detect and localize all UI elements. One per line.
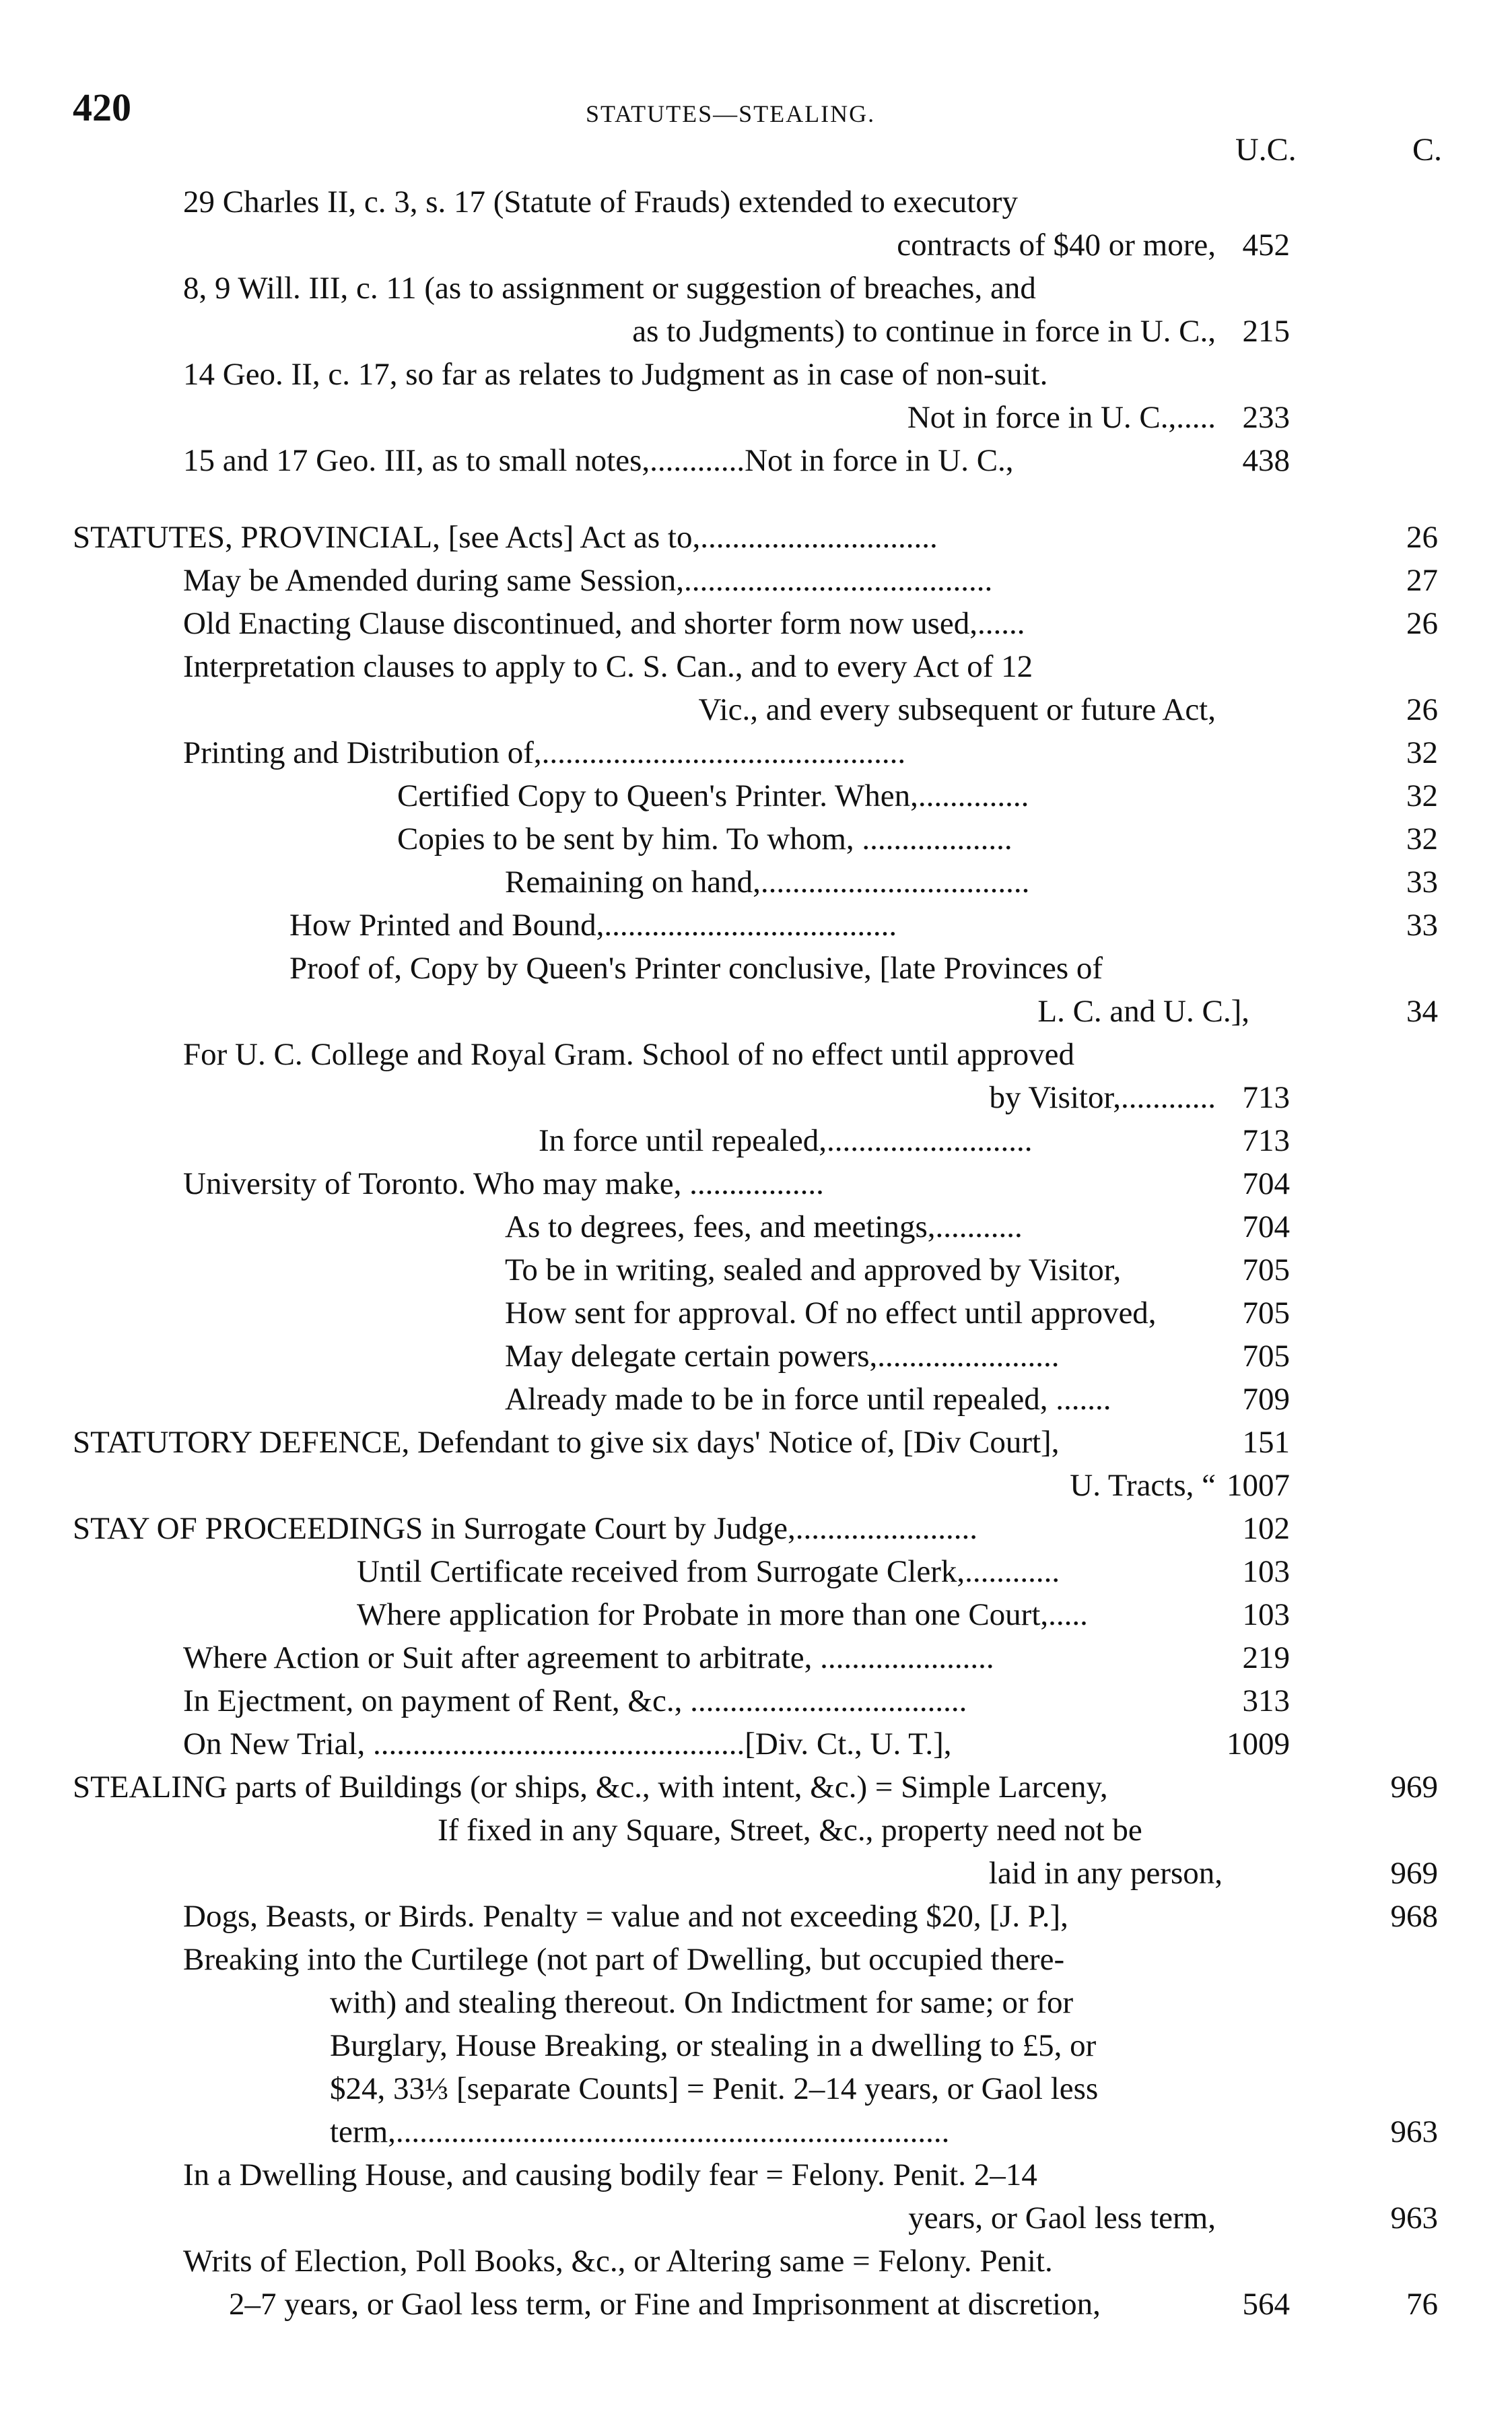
entry-text: If fixed in any Square, Street, &c., property need not be [438,1813,1142,1848]
entry-text: How Printed and Bound,..................................... [289,908,897,943]
c-page-ref: 33 [1406,908,1438,943]
uc-page-ref: 705 [1242,1339,1290,1374]
index-line [0,180,1512,224]
index-line [0,947,1512,990]
entry-text: In force until repealed,.......................... [539,1123,1033,1158]
entry-text: Certified Copy to Queen's Printer. When,.............. [397,778,1029,813]
index-line [0,310,1512,353]
index-line [0,774,1512,817]
index-line [0,990,1512,1033]
entry-text: term,...................................................................... [330,2114,950,2149]
uc-page-ref: 452 [1242,228,1290,263]
uc-page-ref: 103 [1242,1554,1290,1589]
uc-page-ref: 219 [1242,1640,1290,1675]
index-line [0,1162,1512,1205]
index-line [0,2024,1512,2067]
index-line [0,1248,1512,1291]
entry-text: Old Enacting Clause discontinued, and shorter form now used,...... [183,606,1025,641]
entry-text: Already made to be in force until repealed, ....... [505,1382,1111,1417]
entry-heading: STATUTES, PROVINCIAL, [see Acts] Act as to,.............................. [73,520,938,555]
index-line [0,1033,1512,1076]
index-line [0,2067,1512,2110]
uc-page-ref: 233 [1242,400,1290,435]
index-line [0,2283,1512,2326]
index-line [0,1464,1512,1507]
entry-text: Burglary, House Breaking, or stealing in a dwelling to £5, or [330,2028,1097,2063]
index-line [0,1205,1512,1248]
uc-page-ref: 704 [1242,1209,1290,1244]
uc-page-ref: 564 [1242,2287,1290,2322]
index-line [0,1593,1512,1636]
entry-text: As to degrees, fees, and meetings,........... [505,1209,1023,1244]
entry-text: University of Toronto. Who may make, ................. [183,1166,824,1201]
c-page-ref: 963 [1390,2201,1438,2236]
uc-page-ref: 713 [1242,1080,1290,1115]
index-line [0,1852,1512,1895]
entry-text: Proof of, Copy by Queen's Printer conclusive, [late Provinces of [289,951,1103,986]
entry-text: Copies to be sent by him. To whom, ................... [397,821,1012,857]
entry-text: Dogs, Beasts, or Birds. Penalty = value and not exceeding $20, [J. P.], [183,1899,1068,1934]
entry-text: years, or Gaol less term, [908,2201,1216,2236]
index-line [0,1938,1512,1981]
c-page-ref: 968 [1390,1899,1438,1934]
index-line [0,224,1512,267]
uc-page-ref: 438 [1242,443,1290,478]
index-line [0,396,1512,439]
index-line [0,1119,1512,1162]
uc-page-ref: 102 [1242,1511,1290,1546]
c-page-ref: 32 [1406,821,1438,857]
uc-page-ref: 705 [1242,1296,1290,1331]
index-line [0,1076,1512,1119]
uc-page-ref: 1009 [1227,1726,1290,1761]
entry-text: 29 Charles II, c. 3, s. 17 (Statute of Frauds) extended to executory [183,184,1018,220]
entry-text: by Visitor,............ [989,1080,1216,1115]
column-heading-uc: U.C. [1235,132,1297,168]
c-page-ref: 76 [1406,2287,1438,2322]
index-line [0,2153,1512,2196]
index-line [0,731,1512,774]
entry-text: How sent for approval. Of no effect until approved, [505,1296,1157,1331]
entry-text: 2–7 years, or Gaol less term, or Fine and Imprisonment at discretion, [229,2287,1101,2322]
entry-text: laid in any person, [988,1856,1223,1891]
entry-text: In Ejectment, on payment of Rent, &c., ................................... [183,1683,967,1718]
index-line [0,1291,1512,1335]
index-line [0,2110,1512,2153]
entry-text: Vic., and every subsequent or future Act, [698,692,1216,727]
index-line [0,559,1512,602]
uc-page-ref: 151 [1242,1425,1290,1460]
index-line [0,1550,1512,1593]
column-heading-c: C. [1412,132,1443,168]
c-page-ref: 27 [1406,563,1438,598]
uc-page-ref: 705 [1242,1252,1290,1287]
entry-heading: STEALING parts of Buildings (or ships, &c., with intent, &c.) = Simple Larceny, [73,1770,1108,1805]
index-line [0,267,1512,310]
entry-text: Remaining on hand,.................................. [505,865,1030,900]
c-page-ref: 26 [1406,606,1438,641]
index-line [0,439,1512,482]
entry-text: as to Judgments) to continue in force in U. C., [632,314,1216,349]
c-page-ref: 32 [1406,735,1438,770]
index-line [0,1421,1512,1464]
entry-text: May delegate certain powers,....................... [505,1339,1060,1374]
c-page-ref: 26 [1406,692,1438,727]
index-line [0,602,1512,645]
entry-text: $24, 33⅓ [separate Counts] = Penit. 2–14 years, or Gaol less [330,2071,1099,2106]
page-number: 420 [73,86,131,129]
entry-text: Not in force in U. C.,..... [907,400,1216,435]
uc-page-ref: 103 [1242,1597,1290,1632]
index-line [0,516,1512,559]
index-line [0,688,1512,731]
index-line [0,353,1512,396]
index-line [0,861,1512,904]
entry-text: with) and stealing thereout. On Indictment for same; or for [330,1985,1074,2020]
entry-text: 8, 9 Will. III, c. 11 (as to assignment or suggestion of breaches, and [183,271,1036,306]
index-line [0,645,1512,688]
entry-text: Printing and Distribution of,.............................................. [183,735,906,770]
index-line [0,2196,1512,2240]
entry-text: In a Dwelling House, and causing bodily fear = Felony. Penit. 2–14 [183,2157,1037,2192]
c-page-ref: 963 [1390,2114,1438,2149]
index-line [0,1378,1512,1421]
running-title: STATUTES—STEALING. [586,100,876,127]
entry-text: Interpretation clauses to apply to C. S. Can., and to every Act of 12 [183,649,1033,684]
c-page-ref: 26 [1406,520,1438,555]
entry-text: Where Action or Suit after agreement to arbitrate, ...................... [183,1640,994,1675]
c-page-ref: 34 [1406,994,1438,1029]
index-line [0,1809,1512,1852]
uc-page-ref: 709 [1242,1382,1290,1417]
uc-page-ref: 704 [1242,1166,1290,1201]
entry-heading: STATUTORY DEFENCE, Defendant to give six days' Notice of, [Div Court], [73,1425,1060,1460]
index-line [0,1507,1512,1550]
entry-heading: STAY OF PROCEEDINGS in Surrogate Court by Judge,....................... [73,1511,978,1546]
index-line [0,1895,1512,1938]
entry-text: 15 and 17 Geo. III, as to small notes,............Not in force in U. C., [183,443,1014,478]
entry-text: On New Trial, ...............................................[Div. Ct., U. T.], [183,1726,952,1761]
entry-text: 14 Geo. II, c. 17, so far as relates to Judgment as in case of non-suit. [183,357,1048,392]
entry-text: Writs of Election, Poll Books, &c., or Altering same = Felony. Penit. [183,2244,1053,2279]
index-line [0,904,1512,947]
c-page-ref: 969 [1390,1856,1438,1891]
index-line [0,1636,1512,1679]
index-line [0,1981,1512,2024]
entry-text: Where application for Probate in more than one Court,..... [357,1597,1088,1632]
entry-text: Breaking into the Curtilege (not part of Dwelling, but occupied there- [183,1942,1065,1977]
entry-text: For U. C. College and Royal Gram. School of no effect until approved [183,1037,1075,1072]
entry-text: Until Certificate received from Surrogate Clerk,............ [357,1554,1060,1589]
entry-text: contracts of $40 or more, [897,228,1216,263]
index-line [0,2240,1512,2283]
index-line [0,1335,1512,1378]
entry-text: May be Amended during same Session,....................................... [183,563,993,598]
entry-text: L. C. and U. C.], [1037,994,1249,1029]
index-line [0,817,1512,861]
c-page-ref: 32 [1406,778,1438,813]
index-line [0,1766,1512,1809]
index-line [0,1722,1512,1766]
entry-text: To be in writing, sealed and approved by Visitor, [505,1252,1122,1287]
c-page-ref: 969 [1390,1770,1438,1805]
uc-page-ref: 215 [1242,314,1290,349]
entry-text: U. Tracts, “ [1070,1468,1216,1503]
c-page-ref: 33 [1406,865,1438,900]
uc-page-ref: 1007 [1227,1468,1290,1503]
uc-page-ref: 713 [1242,1123,1290,1158]
index-line [0,1679,1512,1722]
uc-page-ref: 313 [1242,1683,1290,1718]
